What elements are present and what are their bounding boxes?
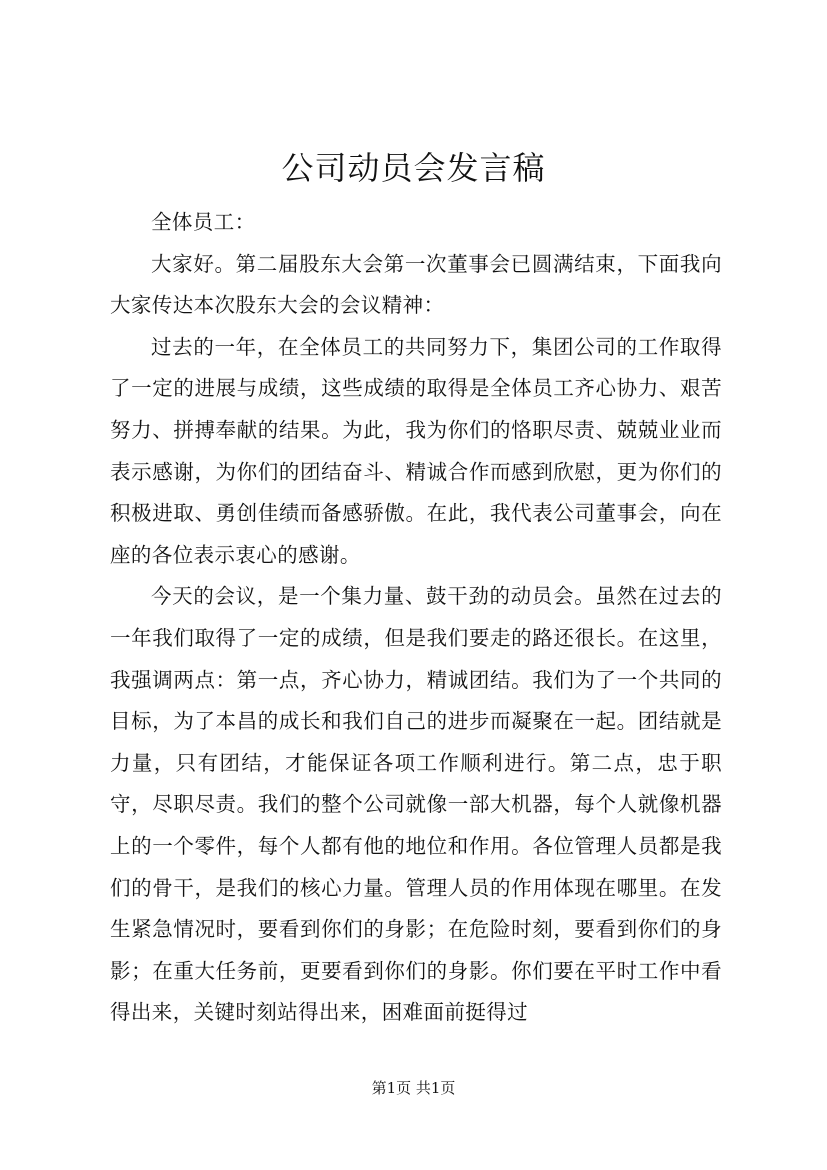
document-title: 公司动员会发言稿 [281,149,546,187]
review-paragraph: 过去的一年，在全体员工的共同努力下，集团公司的工作取得了一定的进展与成绩，这些成绩的取得是全体员工齐心协力、艰苦努力、拼搏奉献的结果。为此，我为你们的恪职尽责、兢兢业业而表示感谢，为你们的团结奋斗、精诚合作而感到欣慰，更为你们的积极进取、勇创佳绩而备感骄傲。在此，我代表公司董事会，向在座的各位表示衷心的感谢。 [110,334,722,567]
page-footer: 第1页 共1页 [371,1079,456,1097]
salutation-paragraph: 全体员工： [151,210,256,234]
mobilization-paragraph: 今天的会议，是一个集力量、鼓干劲的动员会。虽然在过去的一年我们取得了一定的成绩，但是我们要走的路还很长。在这里，我强调两点：第一点，齐心协力，精诚团结。我们为了一个共同的目标，为了本昌的成长和我们自己的进步而凝聚在一起。团结就是力量，只有团结，才能保证各项工作顺利进行。第二点，忠于职守，尽职尽责。我们的整个公司就像一部大机器，每个人就像机器上的一个零件，每个人都有他的地位和作用。各位管理人员都是我们的骨干，是我们的核心力量。管理人员的作用体现在哪里。在发生紧急情况时，要看到你们的身影；在危险时刻，要看到你们的身影；在重大任务前，更要看到你们的身影。你们要在平时工作中看得出来，关键时刻站得出来，困难面前挺得过 [110,584,722,1025]
greeting-paragraph: 大家好。第二届股东大会第一次董事会已圆满结束，下面我向大家传达本次股东大会的会议精神： [110,251,722,318]
document-body [110,202,722,1034]
